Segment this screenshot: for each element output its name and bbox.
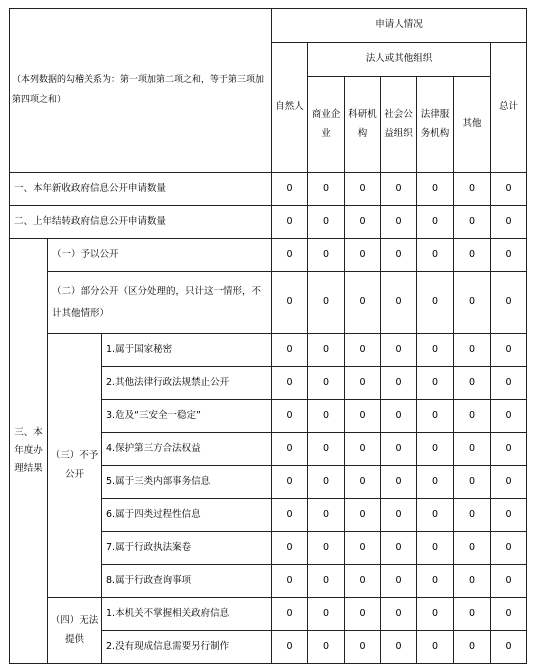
cell: 0	[491, 499, 527, 532]
table-row	[10, 206, 527, 239]
research-header: 科研机构	[345, 77, 381, 173]
cell: 0	[272, 173, 308, 206]
row-label: 2.没有现成信息需要另行制作	[102, 631, 272, 664]
cell: 0	[272, 499, 308, 532]
cell: 0	[345, 239, 381, 272]
cell: 0	[381, 173, 417, 206]
row-label: 4.保护第三方合法权益	[102, 433, 272, 466]
cell: 0	[308, 499, 345, 532]
cell: 0	[272, 272, 308, 334]
cell: 0	[454, 466, 491, 499]
cell: 0	[272, 631, 308, 664]
legal-or-other-orgs-header: 法人或其他组织	[308, 43, 491, 77]
cell: 0	[308, 334, 345, 367]
cell: 0	[491, 272, 527, 334]
cell: 0	[345, 206, 381, 239]
cell: 0	[454, 565, 491, 598]
cell: 0	[345, 598, 381, 631]
cell: 0	[491, 400, 527, 433]
cell: 0	[272, 206, 308, 239]
cell: 0	[308, 433, 345, 466]
cell: 0	[381, 367, 417, 400]
row-label: 2.其他法律行政法规禁止公开	[102, 367, 272, 400]
row-label: 1.属于国家秘密	[102, 334, 272, 367]
cell: 0	[417, 272, 454, 334]
cell: 0	[491, 334, 527, 367]
total-header: 总计	[491, 43, 527, 173]
cell: 0	[454, 334, 491, 367]
row-label: 1.本机关不掌握相关政府信息	[102, 598, 272, 631]
cell: 0	[308, 565, 345, 598]
cell: 0	[417, 433, 454, 466]
cell: 0	[491, 173, 527, 206]
cell: 0	[272, 239, 308, 272]
table-row	[10, 239, 527, 272]
cell: 0	[308, 272, 345, 334]
row-label: 一、本年新收政府信息公开申请数量	[10, 173, 272, 206]
cell: 0	[417, 532, 454, 565]
cell: 0	[345, 499, 381, 532]
cell: 0	[454, 272, 491, 334]
cell: 0	[454, 173, 491, 206]
cell: 0	[417, 466, 454, 499]
cell: 0	[345, 334, 381, 367]
cell: 0	[345, 565, 381, 598]
cell: 0	[381, 433, 417, 466]
cell: 0	[345, 367, 381, 400]
cell: 0	[345, 433, 381, 466]
table-row	[10, 173, 527, 206]
cell: 0	[454, 631, 491, 664]
table-row	[10, 272, 527, 334]
cell: 0	[454, 206, 491, 239]
cell: 0	[417, 334, 454, 367]
cell: 0	[345, 173, 381, 206]
cell: 0	[272, 532, 308, 565]
cell: 0	[272, 565, 308, 598]
cell: 0	[308, 367, 345, 400]
other-header: 其他	[454, 77, 491, 173]
cell: 0	[491, 367, 527, 400]
cell: 0	[491, 433, 527, 466]
cell: 0	[417, 367, 454, 400]
cell: 0	[308, 206, 345, 239]
cell: 0	[381, 400, 417, 433]
cell: 0	[272, 598, 308, 631]
legal-service-header: 法律服务机构	[417, 77, 454, 173]
cell: 0	[381, 272, 417, 334]
table-note: （本列数据的勾稽关系为：第一项加第二项之和，等于第三项加第四项之和）	[10, 9, 272, 173]
cell: 0	[381, 239, 417, 272]
cell: 0	[345, 631, 381, 664]
cell: 0	[417, 239, 454, 272]
cell: 0	[308, 466, 345, 499]
cell: 0	[417, 499, 454, 532]
cell: 0	[345, 272, 381, 334]
cell: 0	[454, 433, 491, 466]
row-label: 8.属于行政查询事项	[102, 565, 272, 598]
cell: 0	[381, 565, 417, 598]
cell: 0	[308, 239, 345, 272]
cell: 0	[491, 206, 527, 239]
cell: 0	[308, 173, 345, 206]
disclosure-table	[9, 8, 527, 664]
cell: 0	[308, 532, 345, 565]
row-label: 3.危及“三安全一稳定”	[102, 400, 272, 433]
cell: 0	[454, 499, 491, 532]
cell: 0	[417, 400, 454, 433]
cannot-provide-label: （四）无法提供	[48, 598, 102, 664]
cell: 0	[308, 598, 345, 631]
row-label: 6.属于四类过程性信息	[102, 499, 272, 532]
cell: 0	[417, 206, 454, 239]
cell: 0	[381, 206, 417, 239]
cell: 0	[272, 334, 308, 367]
commercial-header: 商业企业	[308, 77, 345, 173]
cell: 0	[381, 334, 417, 367]
cell: 0	[345, 466, 381, 499]
row-label: 5.属于三类内部事务信息	[102, 466, 272, 499]
cell: 0	[454, 239, 491, 272]
cell: 0	[381, 631, 417, 664]
cell: 0	[381, 499, 417, 532]
cell: 0	[491, 598, 527, 631]
cell: 0	[491, 466, 527, 499]
not-disclosed-label: （三）不予公开	[48, 334, 102, 598]
cell: 0	[417, 173, 454, 206]
cell: 0	[491, 565, 527, 598]
row-label: 二、上年结转政府信息公开申请数量	[10, 206, 272, 239]
natural-person-header: 自然人	[272, 43, 308, 173]
cell: 0	[272, 400, 308, 433]
cell: 0	[454, 532, 491, 565]
cell: 0	[345, 532, 381, 565]
public-welfare-header: 社会公益组织	[381, 77, 417, 173]
cell: 0	[381, 466, 417, 499]
table-row	[10, 334, 527, 367]
cell: 0	[272, 466, 308, 499]
cell: 0	[308, 400, 345, 433]
row-label: （二）部分公开（区分处理的，只计这一情形，不计其他情形）	[48, 272, 272, 334]
table-row	[10, 598, 527, 631]
cell: 0	[272, 433, 308, 466]
cell: 0	[381, 532, 417, 565]
cell: 0	[272, 367, 308, 400]
cell: 0	[417, 565, 454, 598]
cell: 0	[454, 367, 491, 400]
cell: 0	[491, 631, 527, 664]
applicant-situation-header: 申请人情况	[272, 9, 527, 43]
cell: 0	[308, 631, 345, 664]
section3-label: 三、本年度办理结果	[10, 239, 48, 664]
cell: 0	[491, 239, 527, 272]
cell: 0	[417, 631, 454, 664]
cell: 0	[417, 598, 454, 631]
cell: 0	[381, 598, 417, 631]
cell: 0	[454, 400, 491, 433]
row-label: 7.属于行政执法案卷	[102, 532, 272, 565]
cell: 0	[454, 598, 491, 631]
cell: 0	[345, 400, 381, 433]
cell: 0	[491, 532, 527, 565]
row-label: （一）予以公开	[48, 239, 272, 272]
